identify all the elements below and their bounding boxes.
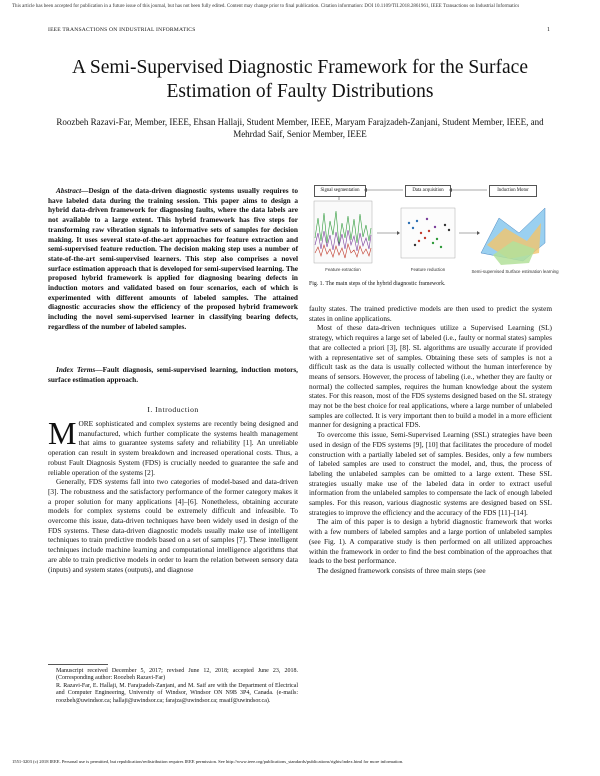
- right-paragraph-4: The aim of this paper is to design a hybrid diagnostic framework that works with a few numbers of labeled samples and a large portion of unlabeled samples (see Fig. 1). A comparative study is then performed on all utilized approaches within the framework in order to find the best combination of the approaches that leads to the best performance.: [309, 517, 552, 566]
- right-column-text: [309, 304, 552, 576]
- panel-label-feature-reduction: Feature reduction: [410, 267, 446, 272]
- author-list: Roozbeh Razavi-Far, Member, IEEE, Ehsan Hallaji, Student Member, IEEE, Maryam Farajzadeh-Zanjani, Student Member, IEEE, and Mehrdad Saif, Senior Member, IEEE: [56, 117, 544, 139]
- preprint-notice: This article has been accepted for publication in a future issue of this journal, but has not been fully edited. Content may change prior to final publication. Citation information: DOI 10.1109/TII.2018.2861961, IEEE Transactions on Industrial Informatics: [12, 4, 520, 9]
- arrowhead: [477, 231, 480, 235]
- figure-caption: Fig. 1. The main steps of the hybrid diagnostic framework.: [309, 281, 446, 287]
- copyright-footer: 1551-3203 (c) 2018 IEEE. Personal use is permitted, but republication/redistribution requires IEEE permission. See http://www.ieee.org/publications_standards/publications/rights/index.html for more information.: [12, 759, 404, 764]
- section-heading: I. Introduction: [147, 405, 199, 414]
- data-acquisition-box: Data acquisition: [405, 185, 451, 197]
- arrowhead: [397, 231, 400, 235]
- introduction-text: [48, 415, 298, 574]
- intro-paragraph-1: ORE sophisticated and complex systems are recently being designed and manufactured, which further complicate the systems health management that aims to guarantee systems safety and reliability [1]. An unreliable operation can result in system breakdown and increased operational costs. Thus, a robust Fault Diagnosis System (FDS) is crucially needed to guarantee the safe and reliable operation of the systems [2].: [48, 419, 298, 477]
- figure-1: [309, 183, 559, 278]
- page-number: 1: [547, 27, 550, 33]
- arrowhead: [364, 188, 367, 192]
- right-paragraph-3: To overcome this issue, Semi-Supervised Learning (SSL) strategies have been used in design of the FDS systems [9], [10] that facilitates the procedure of model construction with a partially labeled set of samples. Besides, only a few numbers of labeled samples are used to construct the model, and, thus, the process of labeling the unlabeled samples can be omitted to a large extent. These SSL strategies usually make use of the labeled data in order to extract useful information from the unlabeled samples to compensate the lack of enough labeled samples. For this reason, various diagnostic systems are designed based on SSL strategies to improve the efficiency and the accuracy of the FDS [11]–[14].: [309, 430, 552, 517]
- index-terms-label: Index Terms: [56, 365, 96, 374]
- figure-graphics: [309, 183, 559, 278]
- surface-estimation-panel: [481, 208, 545, 265]
- journal-name: IEEE TRANSACTIONS ON INDUSTRIAL INFORMATICS: [48, 27, 196, 33]
- feature-extraction-panel: [314, 201, 372, 263]
- intro-paragraph-2: Generally, FDS systems fall into two categories of model-based and data-driven [3]. The robustness and the satisfactory performance of the former category makes it a proper solution for many applications [4]–[6]. Nonetheless, obtaining accurate models for complex systems could be extremely difficult and infeasible. To overcome this issue, data-driven techniques have been widely used in design of the FDS systems. These data-driven diagnostic models usually make use of intelligent techniques to train predictive models based on a set of samples [7]. These intelligent techniques include machine learning and computational intelligence algorithms that are able to train predictive models in order to learn the relation between sensory data (inputs) and system states (outputs), and diagnose: [48, 477, 298, 574]
- right-paragraph-5: The designed framework consists of three main steps (see: [317, 565, 486, 575]
- signal-segmentation-box: Signal segmentation: [314, 185, 366, 197]
- index-terms-text: —Fault diagnosis, semi-supervised learning, induction motors, surface estimation approach.: [48, 365, 298, 384]
- right-paragraph-2: Most of these data-driven techniques utilize a Supervised Learning (SL) strategy, which requires a large set of labeled (i.e., faulty or normal states) samples that are collected a priori [3], [8]. SL algorithms are usually accurate if provided with a representative set of samples. Obtaining these sets of samples is not a difficult task as the data is usually collected without the human interference by means of sensors. However, the process of labeling (i.e., whether they are faulty or normal) the collected samples, requires the human knowledge about the system states. For this reason, most of the FDS systems designed based on the SL strategy may not be the best choice for real applications, where a large number of unlabeled samples are collected. It is very important then to build a model in a more efficient manner for designing a practical FDS.: [309, 323, 552, 430]
- footnote-received: Manuscript received December 5, 2017; revised June 12, 2018; accepted June 23, 2018. (Corresponding author: Roozbeh Razavi-Far): [56, 668, 298, 682]
- arrowhead: [449, 188, 452, 192]
- panel-label-surface-estimation: Semi-supervised Surface estimation learning: [471, 269, 559, 274]
- panel-label-feature-extraction: Feature extraction: [325, 267, 361, 272]
- paper-title: A Semi-Supervised Diagnostic Framework for the Surface Estimation of Faulty Distributions: [72, 57, 528, 102]
- induction-motor-box: Induction Motor: [489, 185, 537, 197]
- footnote-affiliations: R. Razavi-Far, E. Hallaji, M. Farajzadeh-Zanjani, and M. Saif are with the Department of Electrical and Computer Engineering, University of Windsor, Windsor ON N9B 3P4, Canada. (e-mails: roozbeh@uwindsor.ca; hallaji@uwindsor.ca; farajza@uwindsor.ca; msaif@uwindsor.ca).: [56, 682, 298, 704]
- footnote-rule: [48, 664, 108, 665]
- right-paragraph-1: faulty states. The trained predictive models are then used to predict the system states in online applications.: [309, 304, 552, 323]
- feature-reduction-panel: [401, 208, 455, 258]
- footnote: [48, 668, 298, 705]
- abstract-label: Abstract: [56, 186, 82, 195]
- abstract: [48, 186, 298, 332]
- index-terms: [48, 365, 298, 384]
- drop-cap: M: [48, 415, 77, 451]
- abstract-text: —Design of the data-driven diagnostic systems usually requires to have labeled data during the training session. This paper aims to design a hybrid data-driven framework for diagnosing faults, where the data labels are not available to a large extent. This hybrid framework has five steps for transforming raw vibration signals to informative sets of samples for decision making. It uses several state-of-the-art approaches for feature extraction and semi-supervised feature reduction. The decision making step uses a number of state-of-the-art semi-supervised learners. This step also comprises a novel surface estimation approach that is developed for semi-supervised learning. The proposed hybrid framework is applied for diagnosing bearing defects in induction motors and validated based on four scenarios, each of which is experimented with different amounts of labeled samples. The attained diagnostic accuracies show the efficiency of the proposed hybrid framework including the novel semi-supervised learner in classifying bearing defects, regardless of the number of labeled samples.: [48, 186, 298, 331]
